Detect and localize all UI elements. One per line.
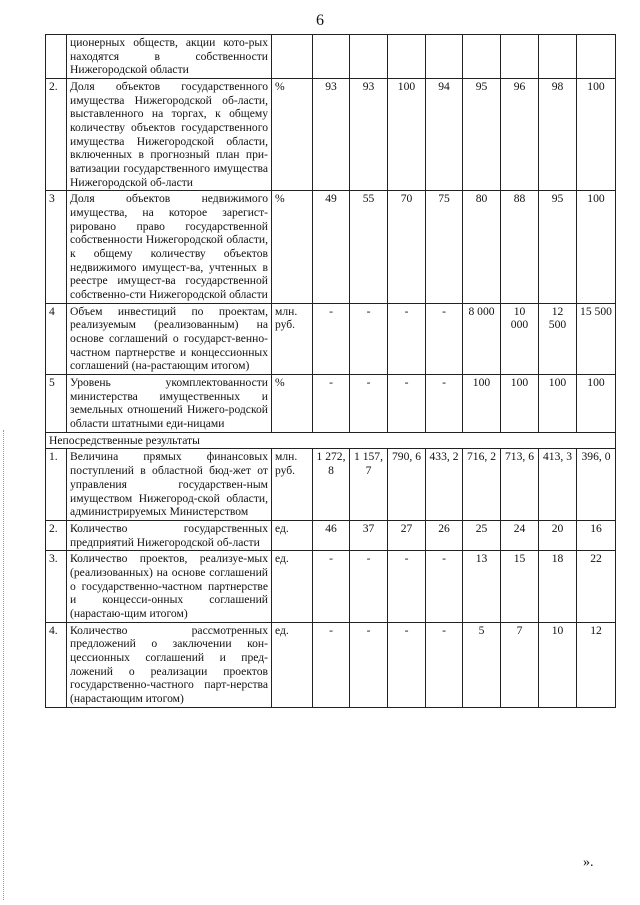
year-value: 10 000 <box>501 303 539 374</box>
unit-of-measure: % <box>272 191 313 303</box>
year-value: - <box>313 551 350 622</box>
year-value: 24 <box>501 520 539 550</box>
year-value: 80 <box>463 191 501 303</box>
year-value: 20 <box>539 520 577 550</box>
unit-of-measure: млн. руб. <box>272 303 313 374</box>
year-value <box>388 35 426 79</box>
year-value: - <box>388 622 426 707</box>
year-value: - <box>313 303 350 374</box>
table-row <box>46 520 616 550</box>
year-value: - <box>350 375 388 433</box>
indicator-name: Объем инвестиций по проектам, реализуемым (реализованным) на основе соглашений о государст-венно-частном партнерстве и концессионных соглашений (на-растающим итогом) <box>67 303 272 374</box>
unit-of-measure: млн. руб. <box>272 449 313 520</box>
indicator-name: Количество проектов, реализуе-мых (реализованных) на основе соглашений о государственно-частном партнерстве и концесси-онных соглашений (нарастаю-щим итогом) <box>67 551 272 622</box>
year-value: 1 272, 8 <box>313 449 350 520</box>
year-value: 18 <box>539 551 577 622</box>
indicator-name: Доля объектов недвижимого имущества, на которое зарегист-рировано право государственной собственности Нижегородской области, к общему количеству объектов недвижимого имущест-ва, учтенных в реестре имущест-ва государственной собственно-сти Нижегородской области <box>67 191 272 303</box>
year-value: 12 <box>577 622 616 707</box>
year-value: 12 500 <box>539 303 577 374</box>
year-value: 49 <box>313 191 350 303</box>
year-value: 55 <box>350 191 388 303</box>
indicator-name: ционерных обществ, акции кото-рых находятся в собственности Нижегородской области <box>67 35 272 79</box>
year-value: 433, 2 <box>426 449 463 520</box>
year-value: 713, 6 <box>501 449 539 520</box>
year-value: 94 <box>426 79 463 191</box>
year-value: 100 <box>577 79 616 191</box>
year-value: 46 <box>313 520 350 550</box>
page-number: 6 <box>316 12 324 29</box>
table-row <box>46 35 616 79</box>
table-row <box>46 303 616 374</box>
year-value: - <box>350 551 388 622</box>
indicator-name: Уровень укомплектованности министерства имущественных и земельных отношений Нижего-родской области штатными еди-ницами <box>67 375 272 433</box>
closing-quote: ». <box>583 855 594 870</box>
year-value: 396, 0 <box>577 449 616 520</box>
year-value: 100 <box>577 375 616 433</box>
year-value: 16 <box>577 520 616 550</box>
year-value <box>577 35 616 79</box>
row-number <box>46 35 67 79</box>
year-value: 8 000 <box>463 303 501 374</box>
year-value: 100 <box>539 375 577 433</box>
year-value: 98 <box>539 79 577 191</box>
table-row <box>46 191 616 303</box>
year-value <box>313 35 350 79</box>
year-value: 5 <box>463 622 501 707</box>
year-value: 413, 3 <box>539 449 577 520</box>
year-value: 100 <box>388 79 426 191</box>
year-value: - <box>350 303 388 374</box>
year-value: - <box>313 622 350 707</box>
year-value: 93 <box>350 79 388 191</box>
table-row <box>46 375 616 433</box>
indicator-name: Величина прямых финансовых поступлений в областной бюд-жет от управления государствен-ным имуществом Нижегород-ской области, администрируемых Министерством <box>67 449 272 520</box>
year-value: 93 <box>313 79 350 191</box>
year-value: 1 157, 7 <box>350 449 388 520</box>
section-row <box>46 432 616 449</box>
year-value: - <box>388 303 426 374</box>
year-value: 95 <box>463 79 501 191</box>
row-number: 2. <box>46 79 67 191</box>
year-value: 716, 2 <box>463 449 501 520</box>
year-value: 27 <box>388 520 426 550</box>
row-number: 3 <box>46 191 67 303</box>
indicators-table <box>45 34 616 708</box>
year-value <box>350 35 388 79</box>
unit-of-measure <box>272 35 313 79</box>
unit-of-measure: ед. <box>272 622 313 707</box>
year-value: 13 <box>463 551 501 622</box>
year-value: 22 <box>577 551 616 622</box>
year-value: - <box>426 551 463 622</box>
year-value: 10 <box>539 622 577 707</box>
section-title: Непосредственные результаты <box>46 432 616 449</box>
indicator-name: Доля объектов государственного имущества Нижегородской об-ласти, выставленного на торгах, к общему количеству объектов государственного имущества Нижегородской области, включенных в прогнозный план при-ватизации государственного имущества Нижегородской об-ласти <box>67 79 272 191</box>
unit-of-measure: % <box>272 79 313 191</box>
year-value: - <box>350 622 388 707</box>
table-row <box>46 449 616 520</box>
year-value: 75 <box>426 191 463 303</box>
year-value: 88 <box>501 191 539 303</box>
table-row <box>46 79 616 191</box>
year-value: 70 <box>388 191 426 303</box>
year-value: 15 500 <box>577 303 616 374</box>
year-value: - <box>426 375 463 433</box>
year-value: - <box>426 303 463 374</box>
table-row <box>46 551 616 622</box>
year-value: - <box>388 551 426 622</box>
unit-of-measure: % <box>272 375 313 433</box>
year-value: 100 <box>501 375 539 433</box>
year-value: - <box>426 622 463 707</box>
year-value: 7 <box>501 622 539 707</box>
indicator-name: Количество рассмотренных предложений о заключении кон-цессионных соглашений и пред-ложений о реализации проектов государственно-частного парт-нерства (нарастающим итогом) <box>67 622 272 707</box>
year-value: 96 <box>501 79 539 191</box>
year-value: - <box>313 375 350 433</box>
unit-of-measure: ед. <box>272 551 313 622</box>
row-number: 3. <box>46 551 67 622</box>
row-number: 2. <box>46 520 67 550</box>
year-value <box>426 35 463 79</box>
row-number: 4. <box>46 622 67 707</box>
year-value: 95 <box>539 191 577 303</box>
year-value <box>501 35 539 79</box>
year-value: 790, 6 <box>388 449 426 520</box>
year-value: 25 <box>463 520 501 550</box>
indicator-name: Количество государственных предприятий Нижегородской об-ласти <box>67 520 272 550</box>
row-number: 4 <box>46 303 67 374</box>
row-number: 1. <box>46 449 67 520</box>
table-row <box>46 622 616 707</box>
year-value <box>539 35 577 79</box>
row-number: 5 <box>46 375 67 433</box>
year-value: 15 <box>501 551 539 622</box>
year-value <box>463 35 501 79</box>
year-value: 26 <box>426 520 463 550</box>
unit-of-measure: ед. <box>272 520 313 550</box>
year-value: - <box>388 375 426 433</box>
year-value: 37 <box>350 520 388 550</box>
year-value: 100 <box>577 191 616 303</box>
year-value: 100 <box>463 375 501 433</box>
scan-margin-artifact <box>3 430 6 900</box>
